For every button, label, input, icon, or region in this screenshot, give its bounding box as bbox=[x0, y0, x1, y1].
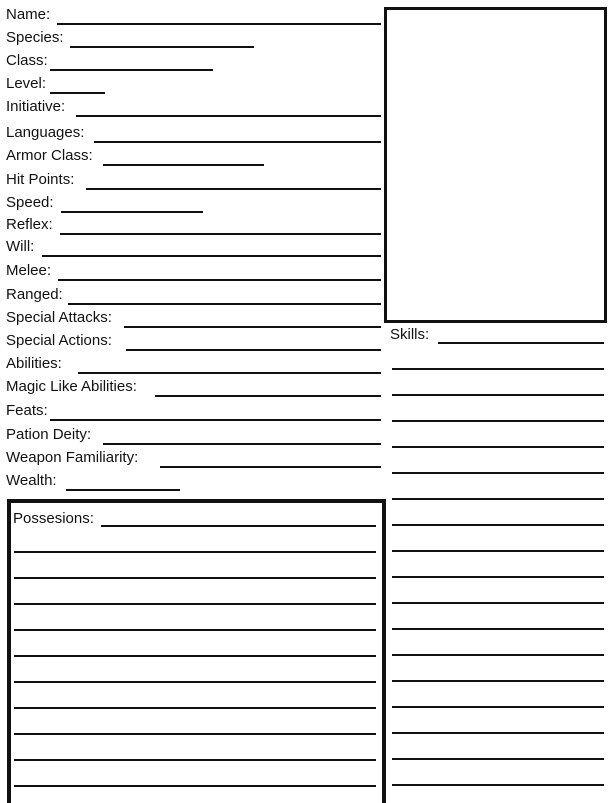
field-hit-points-line[interactable] bbox=[86, 188, 381, 190]
field-level-line[interactable] bbox=[50, 92, 105, 94]
skills-line[interactable] bbox=[392, 498, 604, 500]
field-label: Name: bbox=[6, 6, 51, 23]
skills-line[interactable] bbox=[392, 602, 604, 604]
field-label: Hit Points: bbox=[6, 171, 75, 188]
field-wealth-line[interactable] bbox=[66, 489, 180, 491]
skills-line[interactable] bbox=[392, 628, 604, 630]
field-label: Class: bbox=[6, 52, 48, 69]
field-label: Abilities: bbox=[6, 355, 62, 372]
skills-line[interactable] bbox=[392, 680, 604, 682]
possessions-line[interactable] bbox=[14, 733, 376, 735]
possessions-line[interactable] bbox=[14, 681, 376, 683]
field-melee-line[interactable] bbox=[58, 279, 381, 281]
field-label: Armor Class: bbox=[6, 147, 93, 164]
field-label: Special Attacks: bbox=[6, 309, 112, 326]
possessions-line[interactable] bbox=[14, 603, 376, 605]
possessions-line[interactable] bbox=[14, 551, 376, 553]
skills-line[interactable] bbox=[392, 758, 604, 760]
field-label: Pation Deity: bbox=[6, 426, 92, 443]
field-label: Reflex: bbox=[6, 216, 53, 233]
field-label: Wealth: bbox=[6, 472, 57, 489]
field-label: Feats: bbox=[6, 402, 48, 419]
possessions-label: Possesions: bbox=[13, 510, 94, 527]
field-label: Level: bbox=[6, 75, 47, 92]
field-special-actions-line[interactable] bbox=[126, 349, 381, 351]
skills-line[interactable] bbox=[392, 446, 604, 448]
possessions-line[interactable] bbox=[14, 759, 376, 761]
field-will-line[interactable] bbox=[42, 255, 381, 257]
possessions-line[interactable] bbox=[14, 629, 376, 631]
field-pation-deity-line[interactable] bbox=[103, 443, 381, 445]
skills-line[interactable] bbox=[392, 706, 604, 708]
field-armor-class-line[interactable] bbox=[103, 164, 264, 166]
field-label: Weapon Familiarity: bbox=[6, 449, 139, 466]
field-label: Magic Like Abilities: bbox=[6, 378, 137, 395]
possessions-line[interactable] bbox=[101, 525, 376, 527]
skills-line[interactable] bbox=[392, 368, 604, 370]
field-label: Initiative: bbox=[6, 98, 66, 115]
field-label: Ranged: bbox=[6, 286, 63, 303]
field-reflex-line[interactable] bbox=[60, 233, 381, 235]
field-initiative-line[interactable] bbox=[76, 115, 381, 117]
skills-line[interactable] bbox=[392, 420, 604, 422]
possessions-line[interactable] bbox=[14, 655, 376, 657]
field-label: Speed: bbox=[6, 194, 54, 211]
possessions-line[interactable] bbox=[14, 707, 376, 709]
portrait-box[interactable] bbox=[384, 7, 607, 323]
field-name-line[interactable] bbox=[57, 23, 381, 25]
field-label: Melee: bbox=[6, 262, 52, 279]
field-species-line[interactable] bbox=[70, 46, 254, 48]
skills-line[interactable] bbox=[392, 654, 604, 656]
skills-line[interactable] bbox=[392, 472, 604, 474]
field-label: Languages: bbox=[6, 124, 85, 141]
possessions-line[interactable] bbox=[14, 577, 376, 579]
skills-line[interactable] bbox=[392, 550, 604, 552]
skills-line[interactable] bbox=[392, 524, 604, 526]
skills-line[interactable] bbox=[392, 732, 604, 734]
field-magic-like-abilities-line[interactable] bbox=[155, 395, 381, 397]
skills-line[interactable] bbox=[392, 784, 604, 786]
skills-line[interactable] bbox=[392, 394, 604, 396]
skills-line[interactable] bbox=[392, 576, 604, 578]
field-weapon-familiarity-line[interactable] bbox=[160, 466, 381, 468]
field-class-line[interactable] bbox=[50, 69, 213, 71]
field-speed-line[interactable] bbox=[61, 211, 203, 213]
field-ranged-line[interactable] bbox=[68, 303, 381, 305]
field-languages-line[interactable] bbox=[94, 141, 381, 143]
skills-label: Skills: bbox=[390, 326, 430, 343]
field-label: Species: bbox=[6, 29, 64, 46]
field-feats-line[interactable] bbox=[50, 419, 381, 421]
field-label: Special Actions: bbox=[6, 332, 112, 349]
field-abilities-line[interactable] bbox=[78, 372, 381, 374]
skills-line[interactable] bbox=[438, 342, 604, 344]
field-special-attacks-line[interactable] bbox=[124, 326, 381, 328]
possessions-line[interactable] bbox=[14, 785, 376, 787]
possessions-box bbox=[7, 499, 386, 803]
field-label: Will: bbox=[6, 238, 35, 255]
